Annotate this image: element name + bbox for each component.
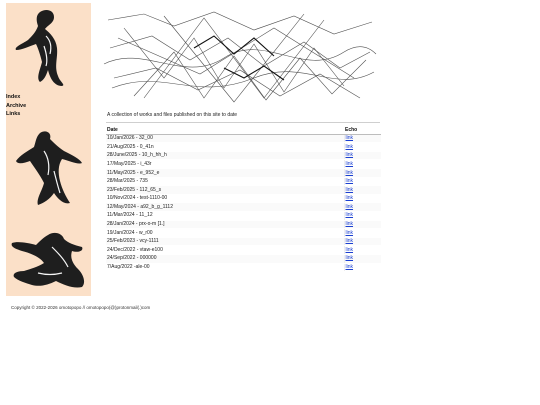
echo-link[interactable]: link <box>345 255 354 262</box>
table-row <box>106 237 381 246</box>
row-date: 21/Aug/2025 - 0_41n <box>106 143 344 152</box>
column-header-date: Date <box>106 126 344 134</box>
dancer-figure-top <box>10 6 78 88</box>
table-row <box>106 263 381 272</box>
nav-archive-link[interactable]: Archive <box>6 102 27 109</box>
row-echo-cell <box>344 220 381 229</box>
dancer-figure-bottom <box>8 229 88 291</box>
row-echo-cell <box>344 211 381 220</box>
table-row <box>106 203 381 212</box>
row-echo-cell <box>344 194 381 203</box>
echo-link[interactable]: link <box>345 212 354 219</box>
echo-link[interactable]: link <box>345 238 354 245</box>
row-date: 17/May/2025 - i_43r <box>106 160 344 169</box>
sidebar-nav <box>6 93 26 119</box>
table-row <box>106 134 381 143</box>
row-date: 10/Nov/2024 - test-1110-00 <box>106 194 344 203</box>
dancer-figure-middle <box>14 127 84 207</box>
intro-text: A collection of works and files published on this site to date <box>107 112 238 118</box>
nav-index-link[interactable]: Index <box>6 94 21 100</box>
echo-link[interactable]: link <box>345 229 354 236</box>
row-date: 10/Jan/2026 - 32_00 <box>106 134 344 143</box>
echo-link[interactable]: link <box>345 160 354 167</box>
table-row <box>106 220 381 229</box>
row-date: 24/Sep/2022 - 000000 <box>106 254 344 263</box>
echo-link[interactable]: link <box>345 186 354 193</box>
table-header-row <box>106 126 381 134</box>
row-date: 19/Jan/2024 - w_r00 <box>106 229 344 238</box>
archive-table <box>106 126 381 272</box>
table-row <box>106 246 381 255</box>
footer-copyright: Copyright © 2022-2026 omotopopo // omotopopo(@)protonmail(.)com <box>11 305 151 310</box>
table-row <box>106 229 381 238</box>
archive-table-body <box>106 134 381 272</box>
row-date: 23/Feb/2025 - 112_65_s <box>106 186 344 195</box>
row-echo-cell <box>344 254 381 263</box>
echo-link[interactable]: link <box>345 169 354 176</box>
echo-link[interactable]: link <box>345 264 354 271</box>
row-date: 12/May/2024 - a92_b_g_1112 <box>106 203 344 212</box>
row-echo-cell <box>344 151 381 160</box>
row-echo-cell <box>344 263 381 272</box>
table-row <box>106 186 381 195</box>
row-date: 11/May/2025 - e_952_e <box>106 168 344 177</box>
table-row <box>106 177 381 186</box>
row-echo-cell <box>344 134 381 143</box>
row-echo-cell <box>344 168 381 177</box>
row-echo-cell <box>344 237 381 246</box>
echo-link[interactable]: link <box>345 203 354 210</box>
table-row <box>106 211 381 220</box>
nav-links-link[interactable]: Links <box>6 111 21 117</box>
echo-link[interactable]: link <box>345 178 354 185</box>
echo-link[interactable]: link <box>345 195 354 202</box>
row-echo-cell <box>344 246 381 255</box>
sidebar <box>6 3 91 296</box>
row-echo-cell <box>344 203 381 212</box>
row-date: 28/Jan/2024 - prx-o-m [1.] <box>106 220 344 229</box>
row-date: 28/June/2025 - 10_h_hh_h <box>106 151 344 160</box>
echo-link[interactable]: link <box>345 246 354 253</box>
table-row <box>106 168 381 177</box>
row-date: 25/Feb/2023 - vcy-1111 <box>106 237 344 246</box>
row-echo-cell <box>344 177 381 186</box>
sketch-banner-image <box>104 8 376 104</box>
table-row <box>106 143 381 152</box>
row-date: 28/Mar/2025 - 735 <box>106 177 344 186</box>
row-echo-cell <box>344 143 381 152</box>
table-row <box>106 151 381 160</box>
echo-link[interactable]: link <box>345 152 354 159</box>
table-row <box>106 254 381 263</box>
table-row <box>106 160 381 169</box>
column-header-echo: Echo <box>344 126 381 134</box>
echo-link[interactable]: link <box>345 143 354 150</box>
table-row <box>106 194 381 203</box>
row-date: 24/Dec/2022 - vtaw-e100 <box>106 246 344 255</box>
row-date: 11/Mar/2024 - 11_12 <box>106 211 344 220</box>
row-echo-cell <box>344 160 381 169</box>
echo-link[interactable]: link <box>345 221 354 228</box>
divider <box>106 122 380 123</box>
echo-link[interactable]: link <box>345 135 354 142</box>
row-echo-cell <box>344 186 381 195</box>
row-echo-cell <box>344 229 381 238</box>
archive-table-scroll[interactable] <box>106 126 381 271</box>
row-date: 7/Aug/2022 -ale-00 <box>106 263 344 272</box>
